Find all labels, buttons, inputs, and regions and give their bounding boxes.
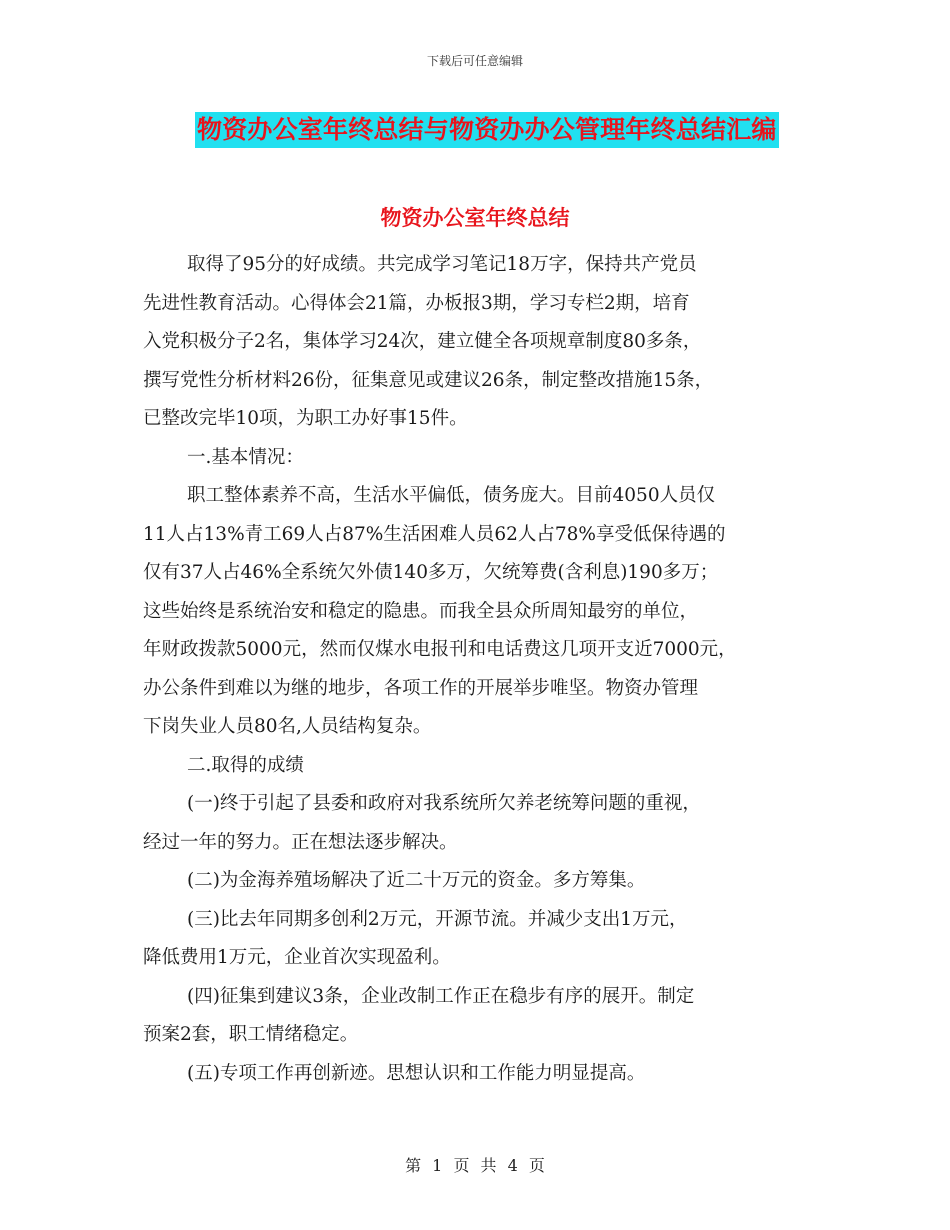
text-line: 一.基本情况： <box>187 446 304 468</box>
text-line: (三)比去年同期多创利2万元，开源节流。并减少支出1万元， <box>187 908 688 930</box>
text-line: 先进性教育活动。心得体会21篇，办板报3期，学习专栏2期，培育 <box>143 292 690 314</box>
text-line: 经过一年的努力。正在想法逐步解决。 <box>143 831 458 853</box>
main-title-wrap <box>195 112 779 148</box>
text-line: 撰写党性分析材料26份，征集意见或建议26条，制定整改措施15条， <box>143 369 714 391</box>
text-line: 预案2套，职工情绪稳定。 <box>143 1024 359 1045</box>
text-line: 二.取得的成绩 <box>187 754 304 776</box>
text-line: 这些始终是系统治安和稳定的隐患。而我全县众所周知最穷的单位， <box>143 600 699 622</box>
header-note: 下载后可任意编辑 <box>426 54 523 68</box>
text-line: (二)为金海养殖场解决了近二十万元的资金。多方筹集。 <box>187 870 646 891</box>
text-line: 降低费用1万元，企业首次实现盈利。 <box>143 947 451 968</box>
text-line: (四)征集到建议3条，企业改制工作正在稳步有序的展开。制定 <box>187 985 695 1007</box>
body-text <box>143 246 833 1093</box>
text-line: (五)专项工作再创新迹。思想认识和工作能力明显提高。 <box>187 1062 646 1084</box>
text-line: 仅有37人占46%全系统欠外债140多万，欠统筹费(含利息)190多万； <box>143 562 719 583</box>
text-line: 职工整体素养不高，生活水平偏低，债务庞大。目前4050人员仅 <box>187 485 716 506</box>
main-title: 物资办公室年终总结与物资办办公管理年终总结汇编 <box>195 112 779 148</box>
text-line: 年财政拨款5000元，然而仅煤水电报刊和电话费这几项开支近7000元， <box>143 639 737 660</box>
text-line: (一)终于引起了县委和政府对我系统所欠养老统筹问题的重视， <box>187 793 701 814</box>
text-line: 已整改完毕10项，为职工办好事15件。 <box>143 408 468 429</box>
text-line: 入党积极分子2名，集体学习24次，建立健全各项规章制度80多条， <box>143 331 702 352</box>
text-line: 下岗失业人员80名,人员结构复杂。 <box>143 716 432 737</box>
text-line: 办公条件到难以为继的地步，各项工作的开展举步唯坚。物资办管理 <box>143 677 699 699</box>
text-line: 11人占13%青工69人占87%生活困难人员62人占78%享受低保待遇的 <box>143 523 726 545</box>
page-footer: 第 1 页 共 4 页 <box>405 1156 545 1175</box>
section-title: 物资办公室年终总结 <box>380 206 570 230</box>
text-line: 取得了95分的好成绩。共完成学习笔记18万字，保持共产党员 <box>187 254 697 275</box>
